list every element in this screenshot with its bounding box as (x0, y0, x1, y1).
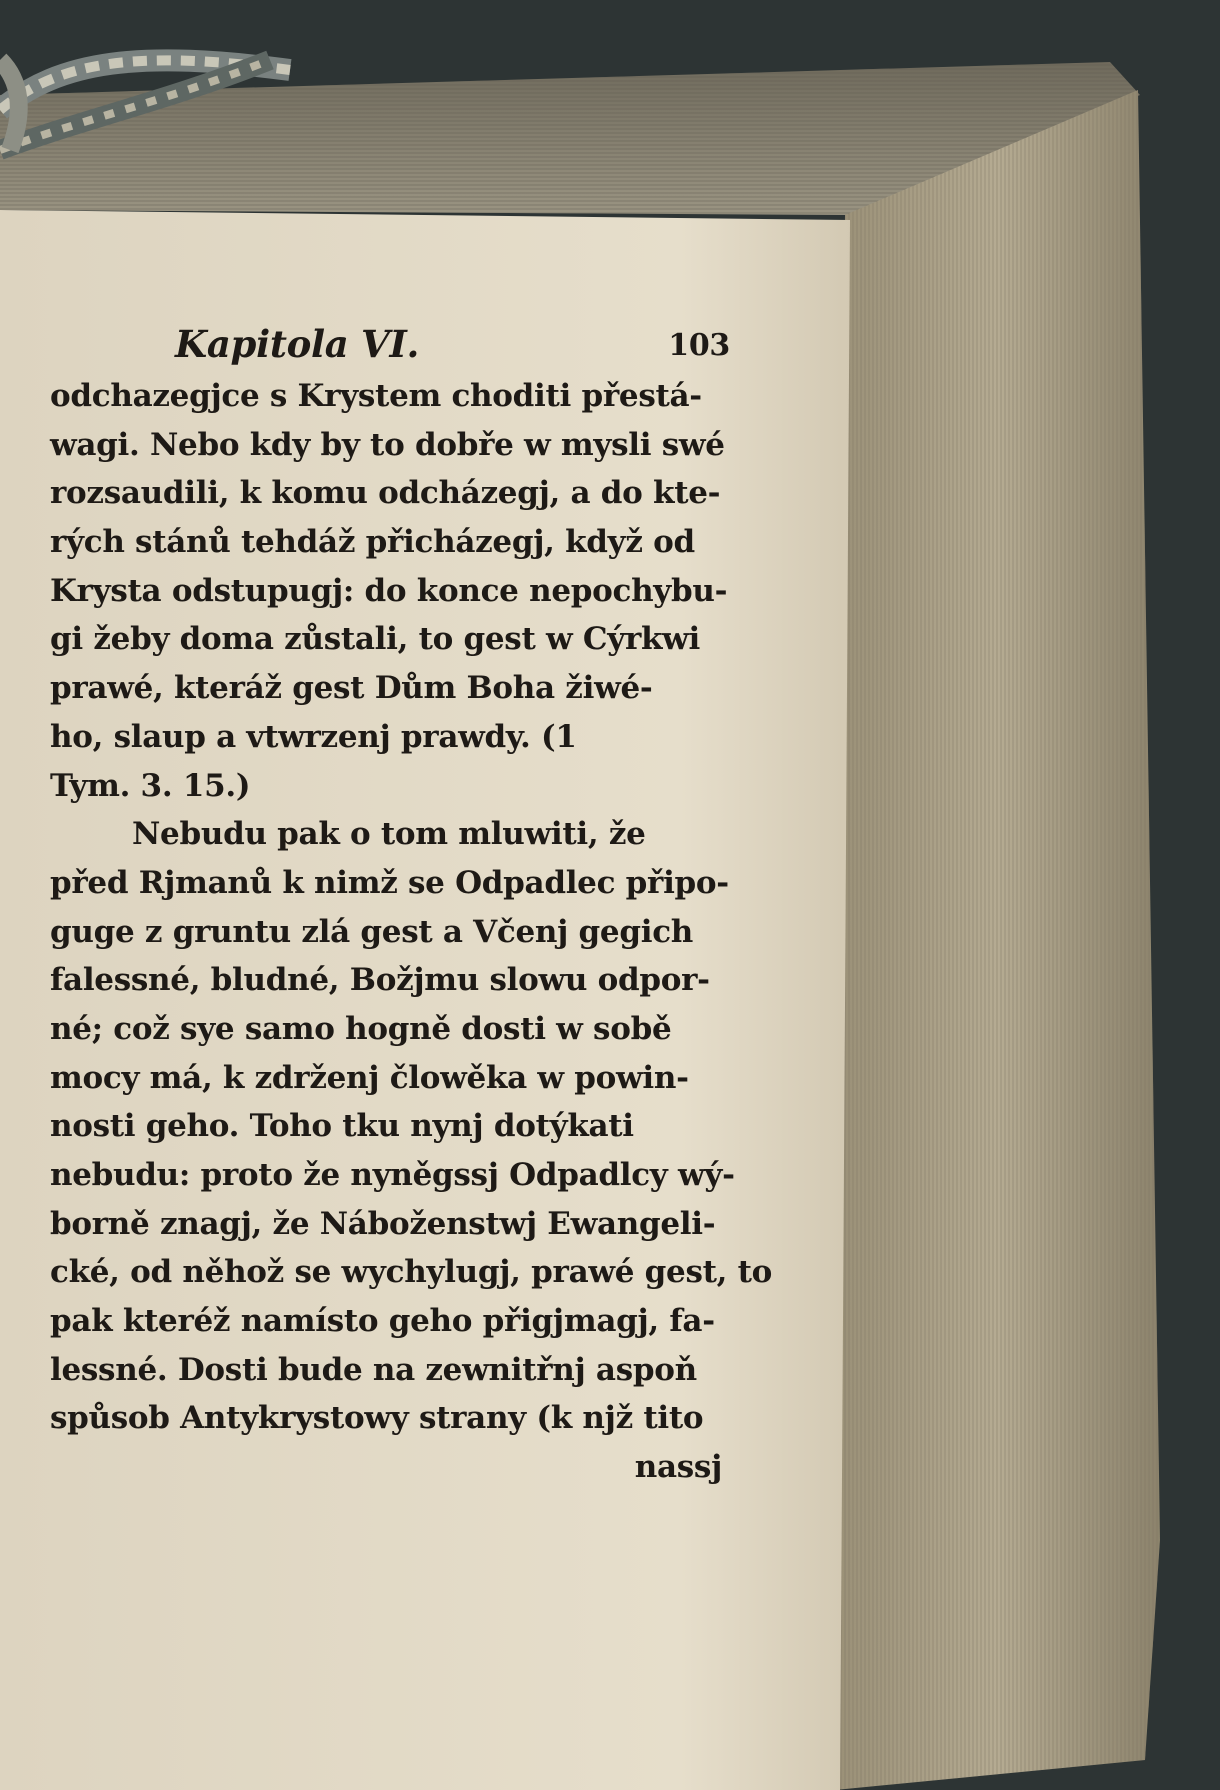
text-line: Krysta odstupugj: do konce nepochybu- (50, 572, 728, 609)
text-line: borně znagj, že Náboženstwj Ewangeli- (50, 1205, 716, 1242)
text-line: rozsaudili, k komu odcházegj, a do kte- (50, 475, 721, 512)
text-line: gi žeby doma zůstali, to gest w Cýrkwi (50, 621, 701, 658)
running-head: Kapitola VI. (175, 322, 420, 366)
text-line: Tym. 3. 15.) (50, 767, 251, 804)
text-line: Nebudu pak o tom mluwiti, že (132, 816, 646, 853)
text-line: wagi. Nebo kdy by to dobře w mysli swé (50, 426, 725, 463)
text-line: pak kteréž namísto geho přigjmagj, fa- (50, 1303, 715, 1340)
text-line: před Rjmanů k nimž se Odpadlec připo- (50, 864, 729, 901)
text-line: prawé, kteráž gest Dům Boha žiwé- (50, 670, 653, 707)
page-header (50, 322, 730, 372)
text-line: ho, slaup a vtwrzenj prawdy. (1 (50, 718, 577, 755)
text-line: rých stánů tehdáž přicházegj, když od (50, 524, 695, 561)
text-line: guge z gruntu zlá gest a Včenj gegich (50, 913, 694, 950)
text-line: nosti geho. Toho tku nynj dotýkati (50, 1108, 634, 1145)
text-line: odchazegjce s Krystem choditi přestá- (50, 378, 702, 414)
text-line: cké, od něhož se wychylugj, prawé gest, to (50, 1254, 773, 1291)
page-number: 103 (668, 328, 730, 363)
page-text (50, 322, 773, 1492)
text-line: spůsob Antykrystowy strany (k njž tito (50, 1400, 704, 1437)
text-line: né; což sye samo hogně dosti w sobě (50, 1010, 672, 1047)
text-line: mocy má, k zdrženj člowěka w powin- (50, 1059, 689, 1096)
text-line: lessné. Dosti bude na zewnitřnj aspoň (50, 1351, 697, 1388)
text-line: falessné, bludné, Božjmu slowu odpor- (50, 962, 710, 999)
text-line: nebudu: proto že nyněgssj Odpadlcy wý- (50, 1157, 735, 1193)
catchword: nassj (634, 1449, 722, 1486)
